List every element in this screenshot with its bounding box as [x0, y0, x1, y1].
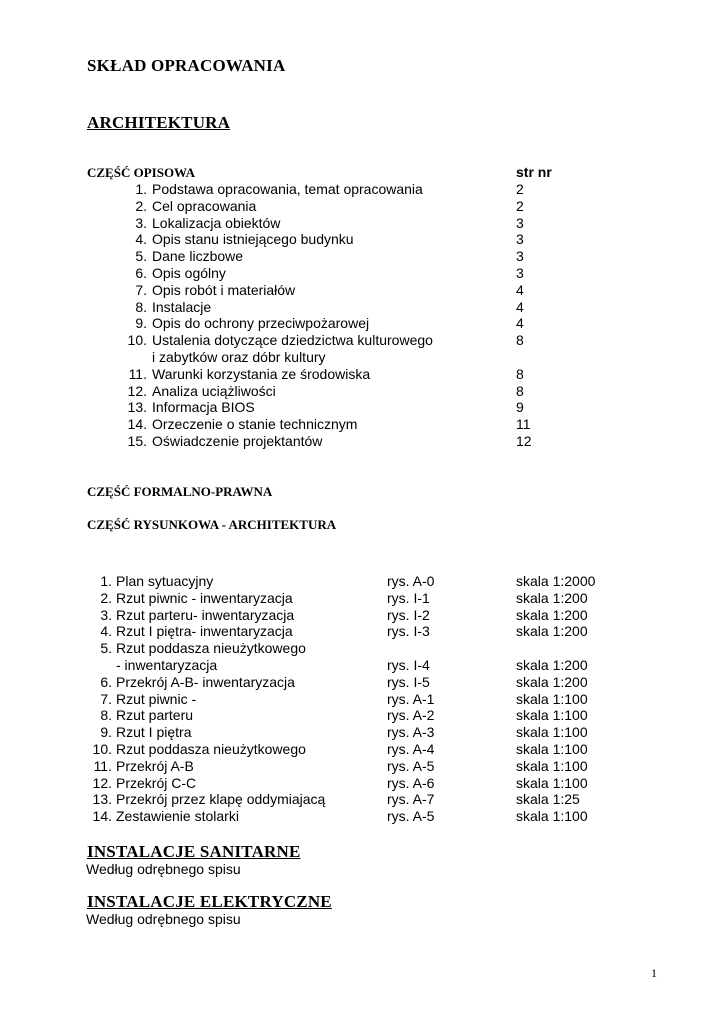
- list-item-number: 3.: [135, 214, 147, 231]
- drawing-code: rys. A-5: [387, 757, 435, 774]
- list-item-text: Oświadczenie projektantów: [152, 433, 323, 449]
- drawing-number: 8.: [100, 707, 112, 724]
- sanitarne-note: Według odrębnego spisu: [86, 861, 241, 877]
- list-item: [0, 416, 724, 433]
- drawing-number: 13.: [92, 791, 112, 808]
- drawing-row: [0, 758, 724, 775]
- drawing-title: Rzut poddasza nieużytkowego: [116, 741, 306, 757]
- drawing-scale: skala 1:100: [516, 757, 588, 774]
- list-item: [0, 248, 724, 265]
- sanitarne-heading: INSTALACJE SANITARNE: [87, 842, 301, 861]
- list-item: [0, 315, 724, 332]
- list-item-number: 14.: [127, 416, 147, 433]
- list-item-number: 6.: [135, 265, 147, 281]
- list-item: [0, 181, 724, 198]
- drawing-title: Rzut parteru- inwentaryzacja: [116, 606, 295, 623]
- drawing-number: 6.: [100, 673, 112, 690]
- drawing-scale: skala 1:2000: [516, 573, 596, 589]
- list-item-page: 3: [516, 265, 524, 281]
- drawing-scale: skala 1:100: [516, 690, 588, 707]
- drawing-scale: skala 1:200: [516, 673, 588, 690]
- drawing-title: Rzut I piętra: [116, 724, 192, 741]
- drawing-scale: skala 1:100: [516, 808, 588, 825]
- drawing-title: Rzut piwnic -: [116, 690, 197, 707]
- list-item: [0, 332, 724, 349]
- drawing-row: [0, 741, 724, 758]
- drawing-title: Przekrój A-B: [116, 757, 194, 774]
- list-item-text: Opis ogólny: [152, 265, 226, 281]
- list-item: [0, 299, 724, 316]
- drawing-scale: skala 1:25: [516, 791, 580, 808]
- drawing-code: rys. A-1: [387, 690, 435, 707]
- drawing-number: 11.: [93, 757, 112, 774]
- drawing-row: [0, 657, 724, 674]
- list-item: [0, 198, 724, 215]
- list-item-page: 12: [516, 433, 532, 449]
- architektura-heading: ARCHITEKTURA: [87, 113, 231, 132]
- drawing-row: [0, 590, 724, 607]
- list-item-number: 1.: [135, 181, 147, 197]
- drawing-scale: skala 1:100: [516, 724, 588, 741]
- drawing-number: 9.: [100, 724, 112, 741]
- list-item-page: 11: [516, 416, 531, 433]
- drawing-row: [0, 623, 724, 640]
- list-item-page: 2: [516, 197, 524, 214]
- drawing-title: - inwentaryzacja: [116, 657, 218, 673]
- list-item-text: Lokalizacja obiektów: [152, 214, 281, 231]
- list-item-number: 4.: [135, 231, 147, 248]
- drawing-code: rys. A-3: [387, 724, 435, 741]
- drawing-code: rys. A-4: [387, 741, 435, 757]
- list-item-text: Opis robót i materiałów: [152, 281, 296, 298]
- drawing-number: 4.: [100, 623, 112, 640]
- formalno-prawna-heading: CZĘŚĆ FORMALNO-PRAWNA: [87, 484, 273, 499]
- drawing-title: Przekrój A-B- inwentaryzacja: [116, 673, 295, 690]
- drawing-code: rys. I-1: [387, 589, 430, 606]
- list-item-page: 4: [516, 281, 524, 298]
- drawing-number: 2.: [100, 589, 112, 606]
- list-item: [0, 349, 724, 366]
- drawing-number: 14.: [92, 808, 112, 825]
- drawing-title: Przekrój C-C: [116, 774, 197, 791]
- drawing-scale: skala 1:200: [516, 589, 588, 606]
- drawing-scale: skala 1:100: [516, 741, 588, 757]
- opisowa-heading: CZĘŚĆ OPISOWA: [87, 165, 195, 180]
- drawing-code: rys. I-2: [387, 606, 430, 623]
- list-item-page: 8: [516, 365, 524, 382]
- list-item-text: Instalacje: [152, 298, 212, 315]
- drawing-code: rys. I-3: [387, 623, 430, 640]
- list-item: [0, 366, 724, 383]
- list-item-number: 9.: [135, 315, 147, 332]
- list-item-number: 15.: [127, 433, 147, 449]
- list-item-text: Opis do ochrony przeciwpożarowej: [152, 315, 370, 332]
- list-item-text: i zabytków oraz dóbr kultury: [152, 349, 326, 365]
- list-item: [0, 231, 724, 248]
- list-item-page: 4: [516, 298, 524, 315]
- list-item-number: 11.: [128, 365, 147, 382]
- drawing-number: 10.: [92, 741, 112, 757]
- drawing-scale: skala 1:200: [516, 623, 588, 640]
- drawing-row: [0, 791, 724, 808]
- drawing-number: 12.: [92, 774, 112, 791]
- drawing-row: [0, 674, 724, 691]
- drawing-row: [0, 640, 724, 657]
- list-item-page: 3: [516, 231, 524, 248]
- list-item-page: 2: [516, 181, 524, 197]
- list-item-text: Warunki korzystania ze środowiska: [152, 365, 371, 382]
- drawing-scale: skala 1:100: [516, 774, 588, 791]
- page-number-column-header: str nr: [516, 164, 552, 180]
- drawing-code: rys. A-0: [387, 573, 435, 589]
- drawing-title: Zestawienie stolarki: [116, 808, 239, 825]
- list-item-text: Dane liczbowe: [152, 248, 244, 265]
- list-item-page: 8: [516, 382, 524, 399]
- drawing-row: [0, 607, 724, 624]
- rysunkowa-heading: CZĘŚĆ RYSUNKOWA - ARCHITEKTURA: [87, 517, 337, 532]
- page-number: 1: [651, 966, 657, 980]
- drawing-row: [0, 573, 724, 590]
- list-item-number: 7.: [135, 281, 147, 298]
- list-item-number: 5.: [135, 248, 147, 265]
- drawing-title: Rzut poddasza nieużytkowego: [116, 640, 306, 657]
- elektryczne-heading: INSTALACJE ELEKTRYCZNE: [87, 892, 332, 911]
- list-item-text: Cel opracowania: [152, 197, 257, 214]
- list-item-page: 3: [516, 248, 524, 265]
- list-item-text: Ustalenia dotyczące dziedzictwa kulturowego: [152, 332, 433, 349]
- drawing-title: Przekrój przez klapę oddymiajacą: [116, 791, 326, 808]
- list-item-text: Opis stanu istniejącego budynku: [152, 231, 354, 248]
- drawing-number: 5.: [100, 640, 112, 657]
- drawing-row: [0, 707, 724, 724]
- list-item-text: Podstawa opracowania, temat opracowania: [152, 181, 423, 197]
- elektryczne-note: Według odrębnego spisu: [86, 911, 241, 927]
- drawing-code: rys. I-5: [387, 673, 430, 690]
- list-item-number: 2.: [135, 197, 147, 214]
- drawing-number: 1.: [100, 573, 112, 589]
- drawing-code: rys. A-6: [387, 774, 435, 791]
- drawing-row: [0, 775, 724, 792]
- list-item: [0, 282, 724, 299]
- list-item-page: 3: [516, 214, 524, 231]
- list-item: [0, 215, 724, 232]
- drawing-title: Rzut parteru: [116, 707, 194, 724]
- drawing-code: rys. A-2: [387, 707, 435, 724]
- drawing-title: Plan sytuacyjny: [116, 573, 214, 589]
- list-item-text: Informacja BIOS: [152, 399, 255, 416]
- drawing-code: rys. A-5: [387, 808, 435, 825]
- drawing-row: [0, 724, 724, 741]
- list-item: [0, 399, 724, 416]
- list-item-number: 10.: [127, 332, 147, 349]
- list-item-page: 9: [516, 399, 524, 416]
- document-title: SKŁAD OPRACOWANIA: [87, 56, 286, 75]
- drawing-code: rys. I-4: [387, 657, 430, 673]
- list-item-number: 8.: [135, 298, 147, 315]
- drawing-title: Rzut piwnic - inwentaryzacja: [116, 589, 293, 606]
- drawing-row: [0, 808, 724, 825]
- drawing-scale: skala 1:100: [516, 707, 588, 724]
- drawing-number: 3.: [100, 606, 112, 623]
- list-item-number: 12.: [127, 382, 147, 399]
- list-item-text: Analiza uciążliwości: [152, 382, 276, 399]
- list-item: [0, 433, 724, 450]
- list-item: [0, 383, 724, 400]
- drawing-row: [0, 691, 724, 708]
- list-item-page: 4: [516, 315, 524, 332]
- list-item-text: Orzeczenie o stanie technicznym: [152, 416, 358, 433]
- drawing-scale: skala 1:200: [516, 657, 588, 673]
- list-item-page: 8: [516, 332, 524, 349]
- drawing-number: 7.: [100, 690, 112, 707]
- drawing-title: Rzut I piętra- inwentaryzacja: [116, 623, 293, 640]
- list-item: [0, 265, 724, 282]
- drawing-code: rys. A-7: [387, 791, 435, 808]
- list-item-number: 13.: [127, 399, 147, 416]
- drawing-scale: skala 1:200: [516, 606, 588, 623]
